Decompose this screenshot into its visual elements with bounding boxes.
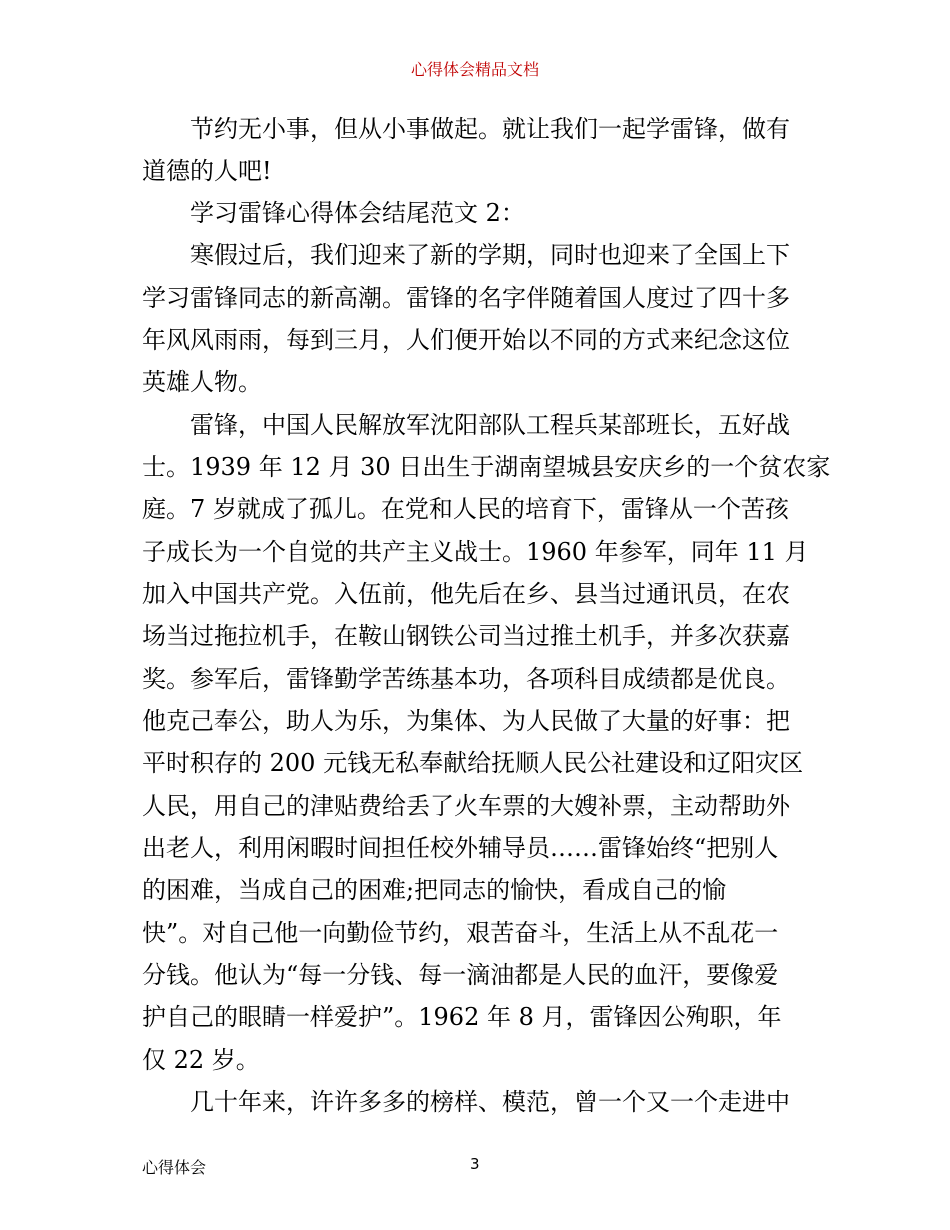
- text-line: 分钱。他认为“每一分钱、每一滴油都是人民的血汗，要像爱: [142, 961, 779, 989]
- text-line: 快”。对自己他一向勤俭节约，艰苦奋斗，生活上从不乱花一: [142, 919, 779, 947]
- text-line: 英雄人物。: [142, 368, 262, 396]
- page-header-title: 心得体会精品文档: [410, 60, 539, 79]
- text-line: 出老人，利用闲暇时间担任校外辅导员……雷锋始终“把别人: [142, 834, 779, 862]
- footer-label: 心得体会: [142, 1158, 207, 1177]
- text-line: 节约无小事，但从小事做起。就让我们一起学雷锋，做有: [142, 115, 790, 143]
- text-line: 子成长为一个自觉的共产主义战士。1960 年参军，同年 11 月: [142, 538, 809, 566]
- text-line: 士。1939 年 12 月 30 日出生于湖南望城县安庆乡的一个贫农家: [142, 453, 831, 481]
- text-line: 学习雷锋同志的新高潮。雷锋的名字伴随着国人度过了四十多: [142, 284, 790, 312]
- text-line: 人民，用自己的津贴费给丢了火车票的大嫂补票，主动帮助外: [142, 792, 790, 820]
- text-line: 仅 22 岁。: [142, 1046, 260, 1074]
- text-line: 寒假过后，我们迎来了新的学期，同时也迎来了全国上下: [142, 241, 790, 269]
- text-line: 场当过拖拉机手，在鞍山钢铁公司当过推土机手，并多次获嘉: [142, 622, 790, 650]
- text-line: 几十年来，许许多多的榜样、模范，曾一个又一个走进中: [142, 1088, 790, 1116]
- text-line: 平时积存的 200 元钱无私奉献给抚顺人民公社建设和辽阳灾区: [142, 749, 804, 777]
- text-line: 雷锋，中国人民解放军沈阳部队工程兵某部班长，五好战: [142, 411, 790, 439]
- text-line: 年风风雨雨，每到三月，人们便开始以不同的方式来纪念这位: [142, 326, 790, 354]
- text-line: 学习雷锋心得体会结尾范文 2：: [142, 199, 525, 227]
- text-line: 道德的人吧!: [142, 157, 272, 185]
- text-line: 庭。7 岁就成了孤儿。在党和人民的培育下，雷锋从一个苦孩: [142, 495, 789, 523]
- text-line: 他克己奉公，助人为乐，为集体、为人民做了大量的好事：把: [142, 707, 790, 735]
- page-number: 3: [470, 1155, 480, 1173]
- text-line: 的困难，当成自己的困难;把同志的愉快，看成自己的愉: [142, 876, 727, 904]
- text-line: 护自己的眼睛一样爱护”。1962 年 8 月，雷锋因公殉职，年: [142, 1003, 782, 1031]
- text-line: 加入中国共产党。入伍前，他先后在乡、县当过通讯员，在农: [142, 580, 790, 608]
- text-line: 奖。参军后，雷锋勤学苦练基本功，各项科目成绩都是优良。: [142, 665, 790, 693]
